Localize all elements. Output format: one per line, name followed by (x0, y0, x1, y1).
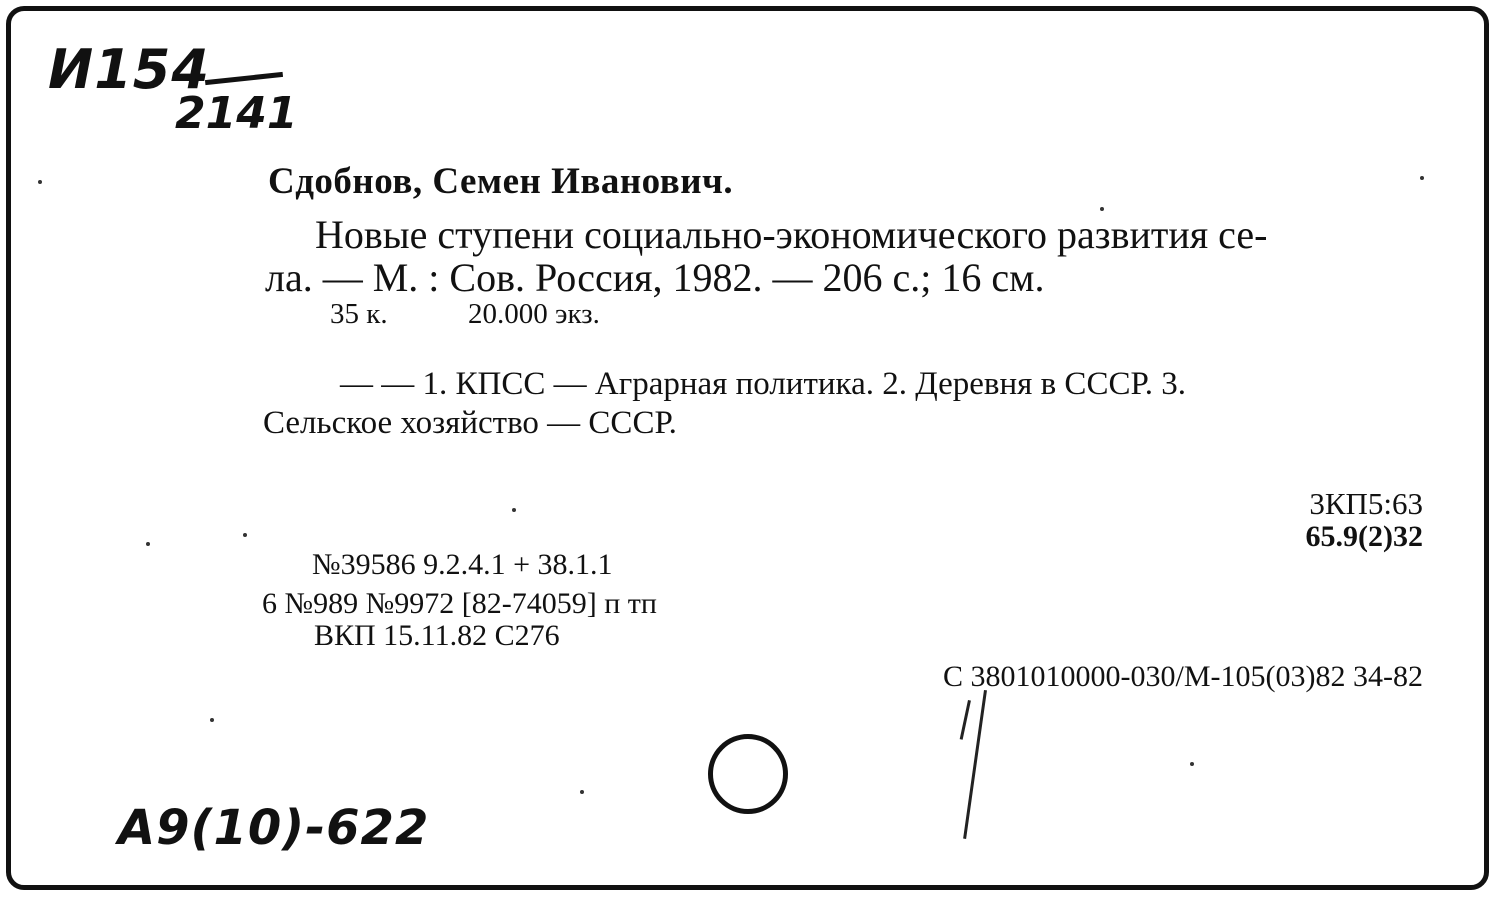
title-line-2: ла. — М. : Сов. Россия, 1982. — 206 с.; 16 см. (265, 255, 1045, 300)
punch-hole (708, 734, 788, 814)
author-heading: Сдобнов, Семен Иванович. (268, 161, 734, 202)
subjects-line-2: Сельское хозяйство — СССР. (263, 405, 677, 441)
speck (243, 533, 247, 537)
speck (1100, 207, 1104, 211)
call-number-sub: 2141 (175, 88, 298, 139)
call-number-main: И154 (48, 38, 210, 101)
speck (1190, 762, 1194, 766)
code-line-4: С 3801010000-030/М-105(03)82 34-82 (943, 660, 1423, 693)
speck (512, 508, 516, 512)
speck (580, 790, 584, 794)
price: 35 к. (330, 298, 388, 330)
speck (146, 542, 150, 546)
speck (1420, 176, 1424, 180)
subjects-line-1: — — 1. КПСС — Аграрная политика. 2. Деревня в СССР. 3. (340, 366, 1186, 402)
title-line-1: Новые ступени социально-экономического развития се- (315, 212, 1268, 257)
classification-line-1: 3КП5:63 (1309, 486, 1423, 521)
code-line-1: №39586 9.2.4.1 + 38.1.1 (312, 548, 613, 581)
print-run: 20.000 экз. (468, 298, 600, 330)
speck (38, 180, 42, 184)
shelf-mark: А9(10)-622 (118, 800, 430, 856)
code-line-3: ВКП 15.11.82 С276 (314, 619, 560, 652)
classification-line-2: 65.9(2)32 (1305, 520, 1423, 553)
speck (210, 718, 214, 722)
code-line-2: 6 №989 №9972 [82-74059] п тп (262, 587, 657, 620)
